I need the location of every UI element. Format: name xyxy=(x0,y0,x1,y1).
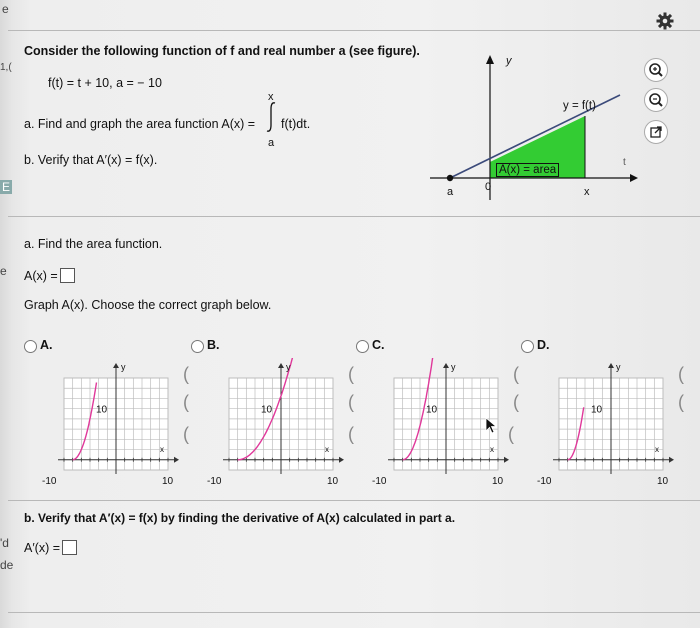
zoom-icon[interactable]: ( xyxy=(508,424,514,444)
y-axis-label: y xyxy=(451,362,456,372)
part-a-question: a. Find and graph the area function A(x) = xyxy=(24,117,256,131)
external-link-icon xyxy=(645,121,667,143)
zoom-icon[interactable]: ( xyxy=(513,392,519,412)
y-tick-label: 10 xyxy=(96,404,108,416)
x-axis-arrow-icon xyxy=(174,457,179,463)
y-axis-arrow-icon xyxy=(278,363,284,368)
option-c-radio[interactable] xyxy=(356,340,369,353)
integral-upper-limit: x xyxy=(268,91,274,103)
x-max-label: 10 xyxy=(657,476,669,487)
x-axis-arrow-icon xyxy=(339,457,344,463)
option-d-radio[interactable] xyxy=(521,340,534,353)
x-min-label: -10 xyxy=(207,476,222,487)
y-tick-label: 10 xyxy=(591,404,603,416)
zoom-icon[interactable]: ( xyxy=(183,392,189,412)
y-axis-label: y xyxy=(286,362,291,372)
option-b-label: B. xyxy=(207,338,220,352)
answer-label: A(x) = xyxy=(24,269,58,283)
function-definition: f(t) = t + 10, a = − 10 xyxy=(48,76,162,90)
option-b-graph[interactable] xyxy=(205,358,345,488)
figure-x-label: x xyxy=(584,186,590,198)
edge-fragment: e xyxy=(2,2,9,16)
part-a-answer-row xyxy=(24,268,75,283)
divider xyxy=(8,30,700,31)
option-a-label: A. xyxy=(40,338,53,352)
area-function-answer-input[interactable] xyxy=(60,268,75,283)
part-a-prompt: a. Find the area function. xyxy=(24,237,163,251)
x-axis-label: x xyxy=(160,444,164,454)
zoom-icon[interactable]: ( xyxy=(678,392,684,412)
part-b-question: b. Verify that A′(x) = f(x). xyxy=(24,153,158,167)
figure-a-label: a xyxy=(447,186,454,198)
graph-prompt: Graph A(x). Choose the correct graph below. xyxy=(24,298,272,312)
magnifier-minus-icon xyxy=(645,89,667,111)
zoom-icon[interactable]: ( xyxy=(183,424,189,444)
edge-fragment: E xyxy=(2,180,11,194)
edge-fragment: e xyxy=(0,264,7,278)
option-a-radio[interactable] xyxy=(24,340,37,353)
zoom-icon[interactable]: ( xyxy=(513,364,519,384)
divider xyxy=(8,216,700,217)
derivative-answer-input[interactable] xyxy=(62,540,77,555)
zoom-in-button[interactable] xyxy=(644,58,668,82)
y-axis-label: y xyxy=(616,362,621,372)
edge-fragment: 1,( xyxy=(0,62,12,73)
y-axis-arrow-icon xyxy=(608,363,614,368)
option-d-graph[interactable] xyxy=(535,358,675,488)
zoom-icon[interactable]: ( xyxy=(348,392,354,412)
x-min-label: -10 xyxy=(372,476,387,487)
y-axis-arrow-icon xyxy=(486,55,494,64)
gear-icon[interactable] xyxy=(656,12,674,30)
divider xyxy=(8,612,700,613)
part-b-prompt: b. Verify that A′(x) = f(x) by finding the derivative of A(x) calculated in part a. xyxy=(24,511,456,525)
x-axis-label: x xyxy=(490,444,494,454)
area-label: A(x) = area xyxy=(496,163,559,177)
figure-y-label: y xyxy=(506,55,512,67)
problem-statement: Consider the following function of f and real number a (see figure). xyxy=(24,44,420,58)
figure-origin-label: 0 xyxy=(485,181,492,193)
zoom-icon[interactable]: ( xyxy=(348,424,354,444)
part-b-answer-row xyxy=(24,540,77,555)
t-axis-arrow-icon xyxy=(630,174,638,182)
mouse-cursor-icon xyxy=(484,417,498,435)
option-c-label: C. xyxy=(372,338,385,352)
popout-button[interactable] xyxy=(644,120,668,144)
y-tick-label: 10 xyxy=(261,404,273,416)
edge-fragment: de xyxy=(0,558,14,572)
zoom-icon[interactable]: ( xyxy=(348,364,354,384)
x-max-label: 10 xyxy=(162,476,174,487)
y-axis-label: y xyxy=(121,362,126,372)
edge-fragment: 'd xyxy=(0,536,9,550)
x-min-label: -10 xyxy=(42,476,57,487)
x-axis-arrow-icon xyxy=(669,457,674,463)
figure-t-label: t xyxy=(623,157,626,168)
y-axis-arrow-icon xyxy=(113,363,119,368)
y-tick-label: 10 xyxy=(426,404,438,416)
x-axis-arrow-icon xyxy=(504,457,509,463)
answer-label: A′(x) = xyxy=(24,541,61,555)
option-b-radio[interactable] xyxy=(191,340,204,353)
x-axis-label: x xyxy=(325,444,329,454)
magnifier-plus-icon xyxy=(645,59,667,81)
area-figure xyxy=(425,52,640,202)
zoom-icon[interactable]: ( xyxy=(678,364,684,384)
integral-lower-limit: a xyxy=(268,137,275,149)
point-a xyxy=(447,175,453,181)
divider xyxy=(8,500,700,501)
x-max-label: 10 xyxy=(492,476,504,487)
x-axis-label: x xyxy=(655,444,659,454)
integral-sign-icon xyxy=(264,101,278,133)
option-d-label: D. xyxy=(537,338,550,352)
curve-label: y = f(t) xyxy=(563,100,596,112)
integrand: f(t)dt. xyxy=(281,117,311,131)
x-max-label: 10 xyxy=(327,476,339,487)
zoom-out-button[interactable] xyxy=(644,88,668,112)
zoom-icon[interactable]: ( xyxy=(183,364,189,384)
y-axis-arrow-icon xyxy=(443,363,449,368)
option-a-graph[interactable] xyxy=(40,358,180,488)
x-min-label: -10 xyxy=(537,476,552,487)
